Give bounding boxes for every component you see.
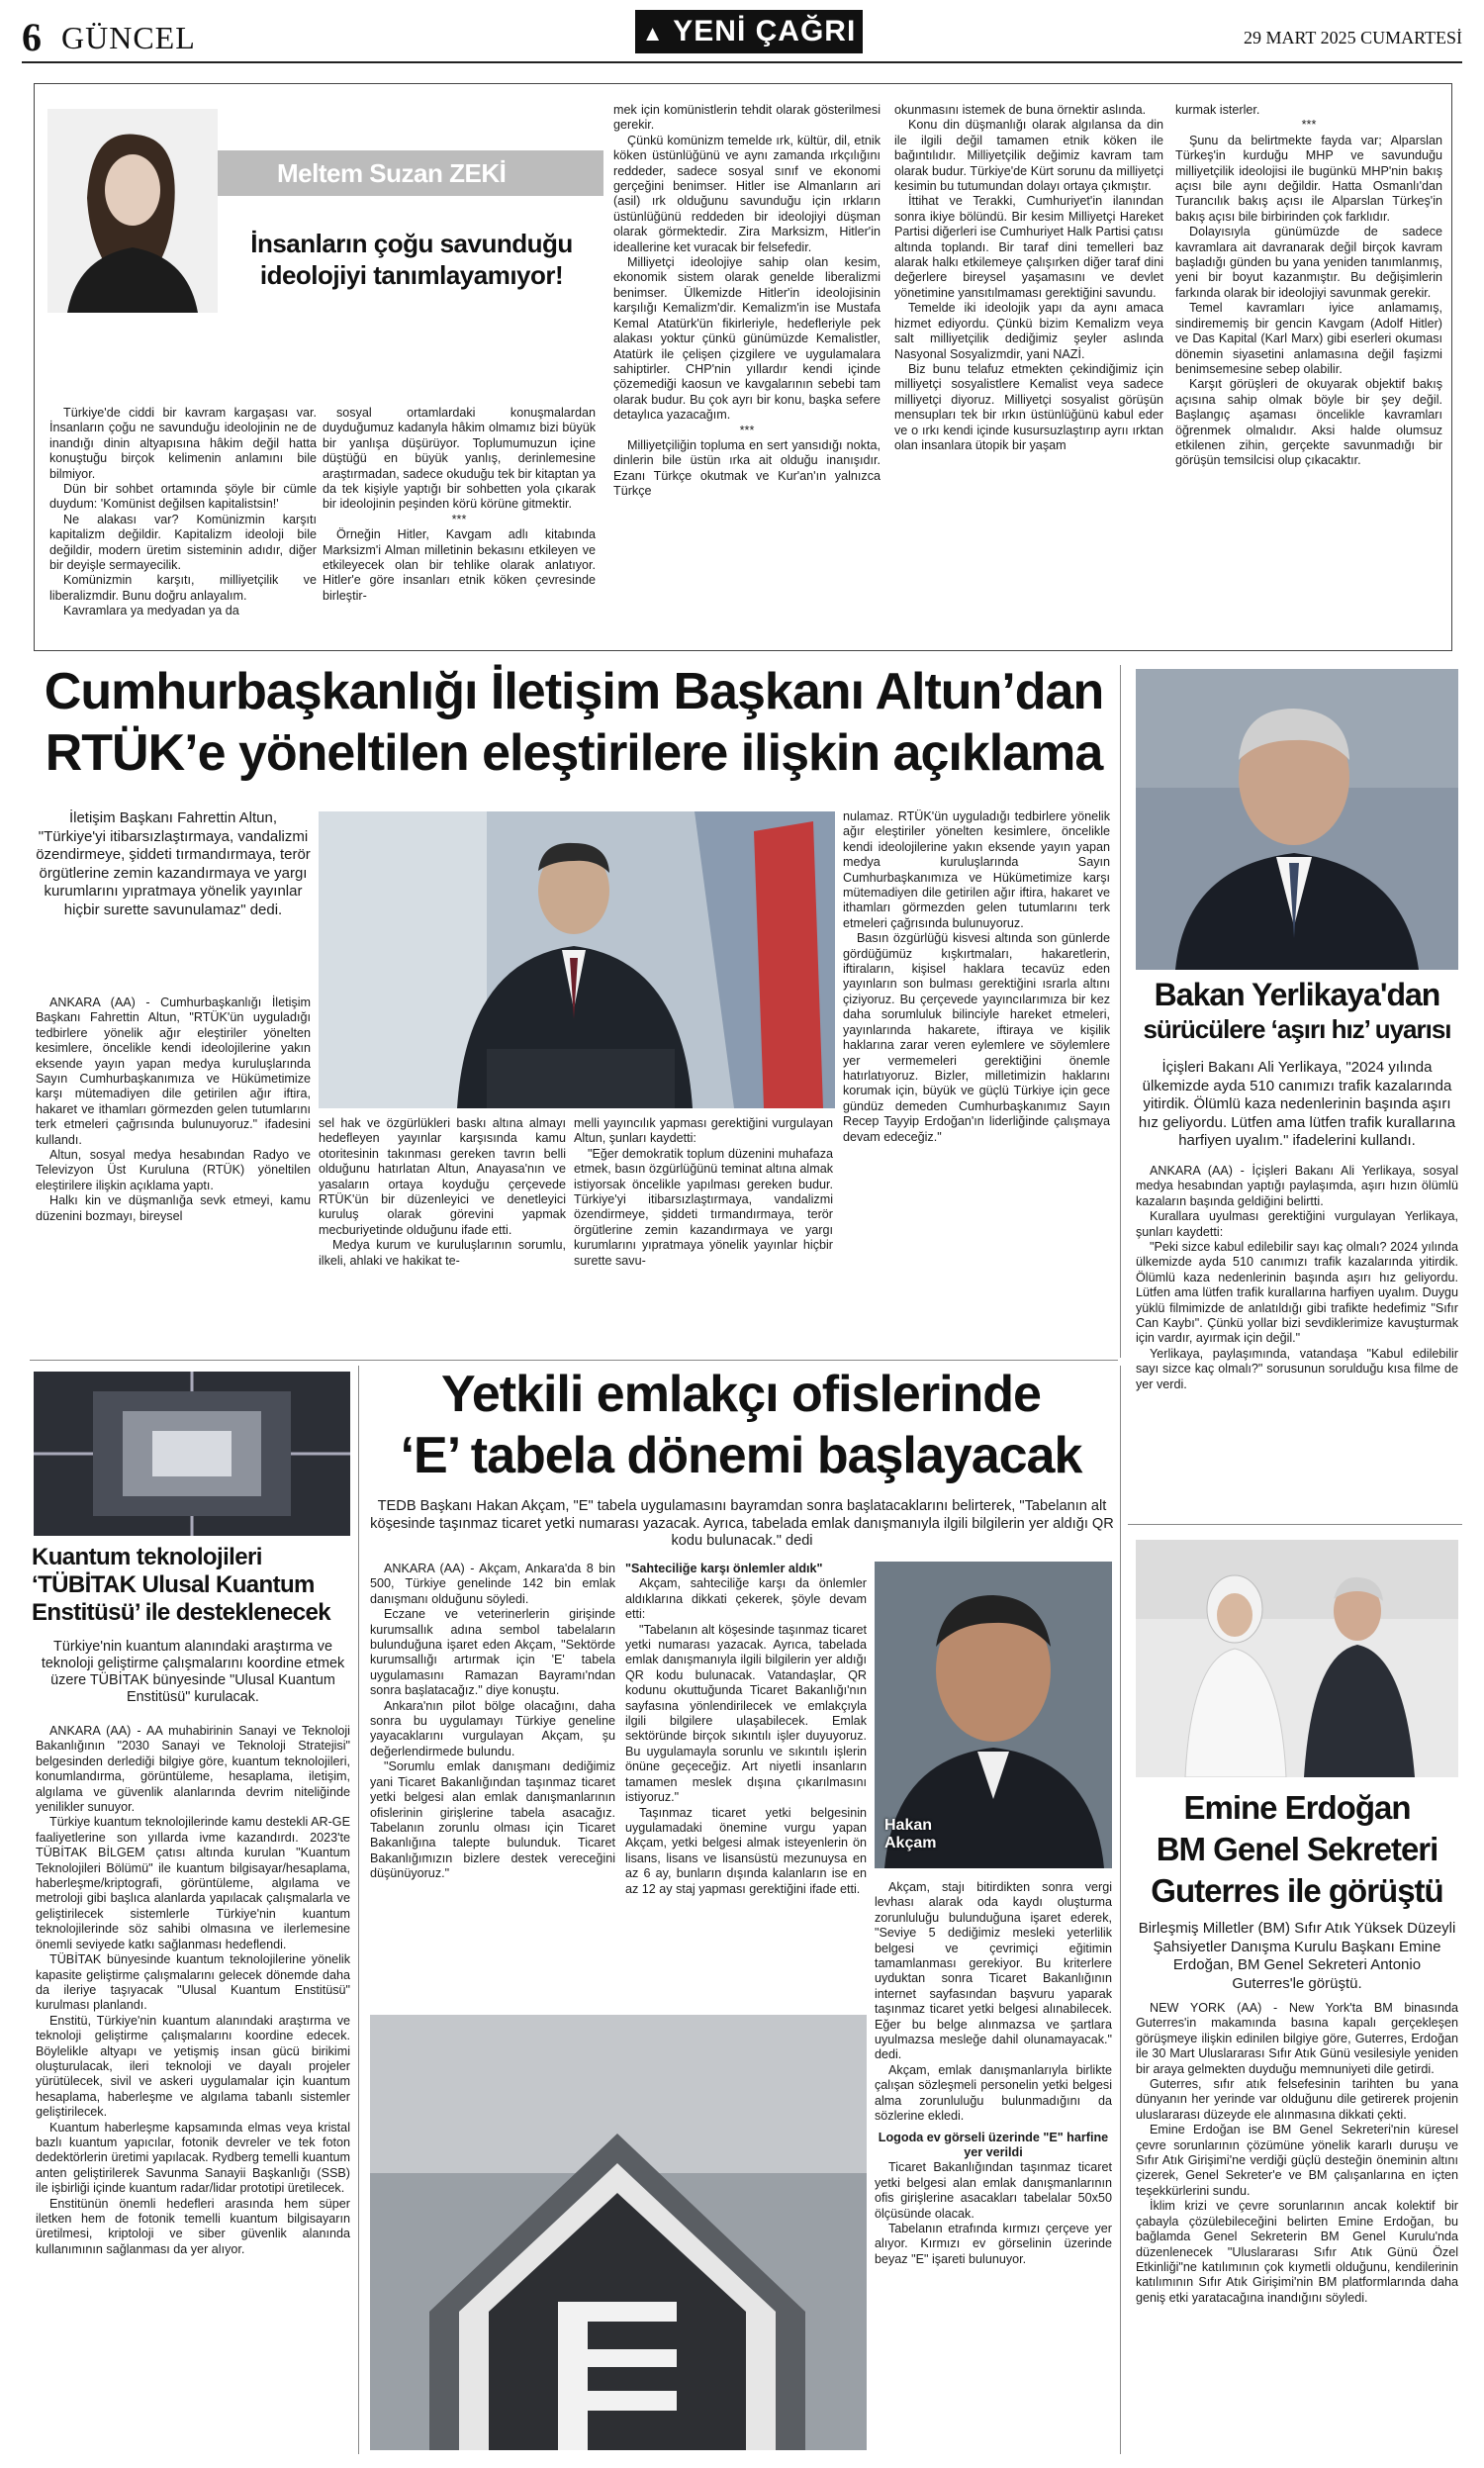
- erdogan-guterres-photo: [1136, 1540, 1458, 1777]
- emlak-col2: "Sahteciliğe karşı önlemler aldık" Akçam, sahteciliğe karşı da önlemler aldıklarına dikkati çekerek, şöyle devam etti: "Tabelanın alt köşesinde taşınmaz ticaret yetki numarası yazacak. Ayrıca, tabelada emlak danışmanıyla ilgili bilgilerin yer aldığı QR kodu bulunacak. Vatandaşlar, QR kodunu okuttuğunda Ticaret Bakanlığı'nın sayfasına yönlendirilecek ve emlakçıyla ilgili bilgilere ulaşabilecek. Emlak sektöründe birçok sıkıntılı işler duyuyoruz. Bu uygulamayla sorunlu ve sıkıntılı işlerin önüne geçeceğiz. Art niyetli insanların tamamen meslek dışına çıkarılmasını istiyoruz." Taşınmaz ticaret yetki belgesinin uygulamadaki önemine vurgu yapan Akçam, yetki belgesi almak isteyenlerin ön lisans, lisans ve lisansüstü mezunuysa en az 6 ay, bunların dışında kalanların ise en az 12 ay staj yapması gerektiğini ifade etti.: [625, 1562, 867, 1896]
- column-rule-3: [1120, 1366, 1121, 2454]
- altun-headline-line1: Cumhurbaşkanlığı İletişim Başkanı Altun’dan: [44, 663, 1104, 720]
- emlak-headline: [368, 1364, 1114, 1486]
- emlak-headline-line1: Yetkili emlakçı ofislerinde: [441, 1366, 1041, 1423]
- erdogan-headline: [1134, 1787, 1460, 1912]
- page-number: 6: [22, 15, 42, 59]
- column-title: İnsanların çoğu savunduğu ideolojiyi tanımlayamıyor!: [250, 229, 573, 290]
- tubitak-headline-line1: Kuantum teknolojileri: [32, 1544, 262, 1570]
- column-author: Meltem Suzan ZEKİ: [277, 158, 507, 188]
- section-rule: [30, 1360, 1118, 1361]
- altun-col1: ANKARA (AA) - Cumhurbaşkanlığı İletişim Başkanı Fahrettin Altun, "RTÜK'ün uyguladığı tedbirlere yönelik ağır eleştiriler yönelten kesimlere, öncelikle kendi ideolojilerine yakın eksende yayın yapan medya kuruluşlarında Sayın Cumhurbaşkanımıza ve Hükümetimize karşı mütemadiyen dile getirilen ağır iftira, hakaret ve ithamları görmezden gelen tutumlarını terk etmeleri çağrısında bulunuyoruz." ifadesini kullandı. Altun, sosyal medya hesabından Radyo ve Televizyon Üst Kuruluna (RTÜK) yöneltilen eleştirilere ilişkin açıklama yaptı. Halkı kin ve düşmanlığa sevk etmeyi, kamu düzenini bozmayı, bireysel: [36, 996, 311, 1223]
- page-header: [22, 4, 1462, 63]
- author-photo: [47, 109, 218, 313]
- tubitak-headline: [32, 1544, 354, 1627]
- altun-col4: nulamaz. RTÜK'ün uyguladığı tedbirlere yönelik ağır eleştiriler yönelten kesimlere, öncelikle kendi ideolojilerine yakın eksende yayın yapan medya kuruluşlarında Sayın Cumhurbaşkanımıza ve Hükümetimize karşı mütemadiyen dile getirilen ağır iftira, hakaret ve ithamları görmezden gelen tutumlarını terk etmeleri çağrısında bulunuyoruz. Basın özgürlüğü kisvesi altında son günlerde gördüğümüz kışkırtmaları, hakaretlerin, iftiraların, kişisel haklara tecavüz eden yayınların son bulması gerektiğini ısrarla altını çiziyoruz. Bu çerçevede yayıncılarımıza bir kez daha sorumluluk bilinciyle hareket etmeleri, yayınlarında hakarete, iftiraya ve kişilik haklarına zarar veren eylemlere ve söylemlere yer vermemeleri gerektiğini önemle hatırlatıyoruz. Bizler, milletimizin haklarını korumak için, büyük ve güçlü Türkiye için gece gündüz demeden Cumhurbaşkanımız Sayın Recep Tayyip Erdoğan'ın liderliğinde çalışmaya devam edeceğiz.": [843, 809, 1110, 1144]
- emlak-col3: Akçam, stajı bitirdikten sonra vergi levhası alarak oda kaydı oluşturma zorunluluğu bulunduğuna işaret ederek, "Seviye 5 dediğimiz mesleki yeterlilik belgesi ve çevrimiçi eğitimin tamamlanması gerekiyor. Bu kriterlere uyduktan sonra Ticaret Bakanlığının internet sayfasından başvuru yaparak taşınmaz ticaret yetki belgesi alınabilecek. Eğer bu belge alınmazsa ve şartlara uyulmazsa mesleğe dahil olunamayacak." dedi. Akçam, emlak danışmanlarıyla birlikte çalışan sözleşmeli personelin yetki belgesi alma zorunluluğu bulunmadığını da sözlerine ekledi. Logoda ev görseli üzerinde "E" harfine yer verildi Ticaret Bakanlığından taşınmaz ticaret yetki belgesi alan emlak danışmanlarının ofis girişlerine asacakları tabelalar 50x50 ölçüsünde olacak. Tabelanın etrafında kırmızı çerçeve yer alıyor. Kırmızı ev görselinin üzerinde beyaz "E" işareti bulunuyor.: [875, 1880, 1112, 2266]
- column-rule: [1120, 665, 1121, 1358]
- e-sign-photo: [370, 2015, 867, 2450]
- column-author-banner: [218, 150, 603, 196]
- erdogan-body: NEW YORK (AA) - New York'ta BM binasında Guterres'in makamında basına kapalı gerçekleşen görüşmeye ilişkin edinilen bilgiye göre, Guterres, Erdoğan ile 30 Mart Uluslararası Sıfır Atık Günü vesilesiyle yeniden bir araya gelmekten duyduğu memnuniyeti dile getirdi. Guterres, sıfır atık felsefesinin tarihten bu yana dünyanın her yerinde var olduğunu dile getirerek projenin uluslararası düzeyde ele alınmasına dikkati çekti. Emine Erdoğan ise BM Genel Sekreteri'nin küresel çevre sorunlarının çözümüne yönelik kararlı duruşu ve Sıfır Atık Girişimi'ne verdiği güçlü desteğin öneminin altını çizerek, Genel Sekreter'e ve BM çalışanlarına en içten teşekkürlerini sundu. İklim krizi ve çevre sorunlarının ancak kolektif bir çabayla çözülebileceğini belirten Emine Erdoğan, bu bağlamda Genel Sekreterin BM Genel Kurulu'nda düzenlenecek "Uluslararası Sıfır Atık Günü Özel Etkinliği"ne katılımının çok kıymetli olduğunu, kendilerinin katılımının Sıfır Atık Girişimi'nin BM platformlarında daha geniş etki yaratacağına inandığını söyledi.: [1136, 2001, 1458, 2305]
- erdogan-headline-line1: Emine Erdoğan: [1183, 1789, 1411, 1826]
- emlak-col1: ANKARA (AA) - Akçam, Ankara'da 8 bin 500, Türkiye genelinde 142 bin emlak danışmanı olduğunu söyledi. Eczane ve veterinerlerin girişinde kurumsallık adına sembol tabelaların bulunduğuna işaret eden Akçam, "Sektörde kurumsallığı artırmak için 'E' tabela uygulamasını Ramazan Bayramı'ndan sonra başlatacağız." diye konuştu. Ankara'nın pilot bölge olacağını, daha sonra bu uygulamayı Türkiye geneline yayacaklarını vurgulayan Akçam, şu değerlendirmede bulundu. "Sorumlu emlak danışmanı dediğimiz yani Ticaret Bakanlığından taşınmaz ticaret yetki belgesi alan emlak danışmanlarının ofislerinin girişlerine tabela asacağız. Tabelanın zorunlu olması için Ticaret Bakanlığına talepte bulunduk. Ticaret Bakanlığımızın bizlere destek vereceğini düşünüyoruz.": [370, 1562, 615, 1881]
- yerlikaya-headline: [1134, 976, 1460, 1045]
- emlak-headline-line2: ‘E’ tabela dönemi başlayacak: [400, 1427, 1082, 1484]
- erdogan-lead: Birleşmiş Milletler (BM) Sıfır Atık Yüksek Düzeyli Şahsiyetler Danışma Kurulu Başkanı Emine Erdoğan, BM Genel Sekreteri Antonio Guterres'le görüştü.: [1138, 1920, 1456, 1992]
- tubitak-headline-line2: ‘TÜBİTAK Ulusal Kuantum: [32, 1571, 315, 1598]
- logo-text: YENİ ÇAĞRI: [673, 15, 857, 47]
- column-col5: kurmak isterler. *** Şunu da belirtmekte fayda var; Alparslan Türkeş'in kurduğu MHP ve savunduğu milliyetçilik ideolojisi ile bugünkü MHP'nin bakış açısı bile aynı değildir. Hatta Osmanlı'dan Turancılık bakış açısı ile Alparslan Türkeş'in bakış açısı bile birbirinden çok farklıdır. Dolayısıyla günümüzde de sadece kavramlara ait davranarak değil birçok kavram başladığı günden bu yana yeniden tanımlanmış, yeni bir boyut kazanmıştır. Bu değişimlerin farkında olarak bir ideolojiyi savunmak gerekir. Temel kavramları iyice anlamamış, sindirememiş bir gencin Kavgam (Adolf Hitler) ve Das Kapital (Karl Marx) gibi eserleri okuması dönemin siyasetini anlamasına değil faşizmi benimsemesine sebep olabilir. Karşıt görüşleri de okuyarak objektif bakış açısına sahip olmak böyle bir şey değil. Başlangıç aşaması öncelikle kavramları öğrenmek olmalıdır. Aksi halde olumsuz etkilenen zihin, gerçekte savunmadığı bir görüşün temsilcisi olup çıkacaktır.: [1175, 103, 1442, 468]
- torch-icon: ▲: [641, 21, 665, 46]
- yerlikaya-headline-line2: sürücülere ‘aşırı hız’ uyarısı: [1143, 1014, 1451, 1044]
- column-col1: Türkiye'de ciddi bir kavram kargaşası var. İnsanların çoğu ne savunduğu ideolojinin ne de inandığı dinin altyapısına hâkim değil hatta konuştuğu birçok kelimenin anlamını bile bilmiyor. Dün bir sohbet ortamında şöyle bir cümle duydum: 'Komünist değilsen kapitalistsin!' Ne alakası var? Komünizmin karşıtı kapitalizm değildir. Kapitalizm ideoloji bile değildir, modern üretim sisteminin adıdır, diğer bir deyişle sermayecilik. Komünizmin karşıtı, milliyetçilik ve liberalizmdir. Bunu doğru anlayalım. Kavramlara ya medyadan ya da: [49, 406, 317, 618]
- akcam-caption: Hakan Akçam: [884, 1817, 937, 1851]
- altun-col2: sel hak ve özgürlükleri baskı altına almayı hedefleyen yayınlar karşısında kamu otoritesinin takınması gereken tavrın belli olduğunu hatırlatan Altun, Anayasa'nın ve yasaların ortaya koyduğu çerçevede RTÜK'ün bir düzenleyici ve denetleyici kuruluş olarak görevini yapmak mecburiyetinde olduğunu ifade etti. Medya kurum ve kuruluşlarının sorumlu, ilkeli, ahlaki ve hakikat te-: [319, 1116, 566, 1268]
- column-col4: okunmasını istemek de buna örnektir aslında. Konu din düşmanlığı olarak algılansa da din ile ilgili değil tamamen etnik köken ile bağıntılıdır. Milliyetçilik değimiz kavram tam olarak budur. Türkiye'de Kürt sorunu da milliyetçi kesimin bu tutumundan dolayı ortaya çıkmıştır. İttihat ve Terakki, Cumhuriyet'in ilanından sonra ikiye bölündü. Bir kesim Milliyetçi Hareket Partisi diğerleri ise Cumhuriyet Halk Partisi çatısı altında toplandı. Bir taraf dini temelleri baz alarak halkı etkilemeye çalışırken diğer taraf dini değerlere bireysel yaşamasını ve devlet yönetimine yansıtılmaması gerektiğini savundu. Temelde iki ideolojik yapı da aynı amaca hizmet ediyordu. Çünkü bizim Kemalizm veya salt milliyetçilik dediğimiz şeyler aslında Nasyonal Sosyalizmdir, yani NAZİ. Biz bunu telafuz etmekten çekindiğimiz için milliyetçi sosyalistlere Kemalist veya sadece milliyetçi diyoruz. Milliyetçi sosyalist görüşün mensupları tek bir ırkın üstünlüğünü kabul eder ve o ırkı kendi içinde kusursuzlaştırıp ayrıı ırktan olan insanlara ütopik bir yaşam: [894, 103, 1163, 452]
- altun-col3: melli yayıncılık yapması gerektiğini vurgulayan Altun, şunları kaydetti: "Eğer demokratik toplum düzenini muhafaza etmek, basın özgürlüğünü teminat altına almak istiyorsak öncelikle yapılması gereken budur. Türkiye'yi itibarsızlaştırmaya, vandalizmi özendirmeye, şiddeti tırmandırmaya, terör örgütlerine zemin kazandırmaya ve yargı kurumlarını yıpratmaya yönelik yayınlar hiçbir surette savu-: [574, 1116, 833, 1268]
- section-name: GÜNCEL: [61, 20, 196, 55]
- section-rule-right: [1128, 1524, 1462, 1525]
- akcam-photo: [875, 1562, 1112, 1868]
- yerlikaya-body: ANKARA (AA) - İçişleri Bakanı Ali Yerlikaya, sosyal medya hesabından yaptığı paylaşımda, aşırı hızın ölümlü kazaların başında geldiğini belirtti. Kurallara uyulması gerektiğini vurgulayan Yerlikaya, şunları kaydetti: "Peki sizce kabul edilebilir sayı kaç olmalı? 2024 yılında ülkemizde ayda 510 canımızı trafik kazalarında yitirdik. Ölümlü kaza nedenlerinin başında aşırı hız geliyordu. Lütfen ama lütfen trafik kurallarına harfiyen uyalım. Duygu yüklü filmimizde de anlatıldığı gibi trafikte hedefimiz "Sıfır Can Kaybı". Çünkü yollar bizi sevdiklerimize kavuşturmak için vardır, ayırmak için değil." Yerlikaya, paylaşımında, vatandaşa "Kabul edilebilir sayı sizce kaç olmalı?" sorusunun sorulduğu kısa filme de yer verdi.: [1136, 1164, 1458, 1391]
- tubitak-headline-line3: Enstitüsü’ ile desteklenecek: [32, 1599, 331, 1626]
- column-col3: mek için komünistlerin tehdit olarak gösterilmesi gerekir. Çünkü komünizm temelde ırk, kültür, dil, etnik köken üstünlüğünü ve aynı zamanda ırkçılığını reddeder, sadece sosyal sınıf ve ekonomi gerçeğini benimser. Hitler ise Almanların ari (asil) ırk olduğunu savunduğu için ırkların üstünlüğünü reddeden bir ideolojiyi düşman olarak görmektedir. Zira Marksizm, Hitler'in ideallerine ket vuracak bir felsefedir. Milliyetçi ideolojiye sahip olan kesim, ekonomik sistem olarak genelde liberalizmi benimser. Ülkemizde Hitler'in ideolojisinin karşılığı Kemalizm'dir. Kemalizm'in ise Mustafa Kemal Atatürk'ün fikirleriyle, hedefleriyle pek alakası yoktur çünkü günümüzde Kemalistler, Atatürk ile çelişen çizgilere ve uygulamalara sahiptirler. CHP'nin yıllardır kendi içinde çözemediği kaosun ve kavgalarının sebebi tam olarak budur. Bu çok ayrı bir konu, başka sefere detaylıca yazacağım. *** Milliyetçiliğin topluma en sert yansıdığı nokta, dinlerin bile üstün ırka ait olduğu inanışıdır. Ezanı Türkçe okutmak ve Kur'an'ın yalnızca Türkçe: [613, 103, 881, 499]
- emlak-lead: TEDB Başkanı Hakan Akçam, "E" tabela uygulamasını bayramdan sonra başlatacaklarını belirterek, "Tabelanın alt köşesinde taşınmaz ticaret yetki numarası yazacak. Ayrıca, tabelada emlak danışmanıyla ilgili bilgilerin yer aldığı QR kodu bulunacak." dedi: [370, 1498, 1114, 1549]
- altun-lead: İletişim Başkanı Fahrettin Altun, "Türkiye'yi itibarsızlaştırmaya, vandalizmi özendirmeye, şiddeti tırmandırmaya, terör örgütlerine zemin kazandırmaya ve yargı kurumlarını yıpratmaya yönelik yayınlar hiçbir surette savunulamaz" dedi.: [36, 809, 311, 918]
- column-rule-2: [358, 1366, 359, 2454]
- altun-headline-line2: RTÜK’e yöneltilen eleştirilere ilişkin açıklama: [45, 724, 1103, 782]
- altun-headline: [30, 661, 1118, 784]
- quantum-photo: [34, 1372, 350, 1536]
- yerlikaya-lead: İçişleri Bakanı Ali Yerlikaya, "2024 yılında ülkemizde ayda 510 canımızı trafik kazalarında yitirdik. Ölümlü kaza nedenlerinin başında aşırı hız geliyordu. Lütfen ama lütfen trafik kurallarına harfiyen uyalım." ifadelerini kullandı.: [1138, 1059, 1456, 1149]
- yerlikaya-headline-line1: Bakan Yerlikaya'dan: [1154, 977, 1440, 1012]
- emlak-subhead-1: "Sahteciliğe karşı önlemler aldık": [625, 1562, 823, 1575]
- tubitak-lead: Türkiye'nin kuantum alanındaki araştırma ve teknoloji geliştirme çalışmalarını koordine etmek üzere TÜBİTAK bünyesinde "Ulusal Kuantum Enstitüsü" kurulacak.: [41, 1639, 345, 1705]
- erdogan-headline-line2: BM Genel Sekreteri: [1156, 1831, 1438, 1867]
- newspaper-logo: [635, 10, 863, 53]
- erdogan-headline-line3: Guterres ile görüştü: [1151, 1872, 1443, 1909]
- tubitak-body: ANKARA (AA) - AA muhabirinin Sanayi ve Teknoloji Bakanlığının "2030 Sanayi ve Teknoloji Stratejisi" belgesinden derlediği bilgiye göre, kuantum teknolojileri, konumlandırma, görüntüleme, hesaplama, iletişim, algılama ve güvenlik alanlarında devrim niteliğinde yenilikler sunuyor. Türkiye kuantum teknolojilerinde kamu destekli AR-GE faaliyetlerine son yıllarda ivme kazandırdı. 2023'te TÜBİTAK BİLGEM çatısı altında kurulan "Kuantum Teknolojileri Bölümü" ile kuantum bilgisayar/hesaplama, haberleşme/kriptografi, görüntüleme, algılama ve metroloji gibi başlıca alanlarda yapılacak çalışmalarla ve geliştirilecek sistemlerle Türkiye'nin kuantum teknolojilerinde söz sahibi olmasına ve ilerlemesine önemli seviyede katkı sağlanması hedeflendi. TÜBİTAK bünyesinde kuantum teknolojilerine yönelik kapasite geliştirme çalışmalarını gelecek dönemde daha da ileriye taşıyacak "Ulusal Kuantum Enstitüsü" kurulması planlandı. Enstitü, Türkiye'nin kuantum alanındaki araştırma ve teknoloji geliştirme çalışmalarını koordine edecek. Böylelikle altyapı ve yetişmiş insan gücü birikimi oluşturulacak, ileri teknoloji ve dayalı projeler yürütülecek, sivil ve askeri uygulamalar için kuantum hesaplama, haberleşme ve algılama tabanlı sistemler geliştirilecek. Kuantum haberleşme kapsamında elmas veya kristal bazlı kuantum yapıcılar, fotonik devreler ve tek foton dedektörlerin üretimi yapılacak. Rydberg temelli kuantum anten geliştirilerek Savunma Sanayii Başkanlığı (SSB) ile işbirliği içinde kuantum radar/lidar prototipi üretilecek. Enstitünün önemli hedefleri arasında hem süper iletken hem de fotonik temelli kuantum bilgisayarın üretilmesi, kriptoloji ve siber güvenlik alanında kullanımının sağlanması da yer alıyor.: [36, 1724, 350, 2256]
- issue-date: 29 MART 2025 CUMARTESİ: [1243, 28, 1462, 47]
- emlak-subhead-2: Logoda ev görseli üzerinde "E" harfine yer verildi: [878, 2130, 1109, 2159]
- yerlikaya-photo: [1136, 669, 1458, 970]
- altun-photo: [319, 811, 835, 1108]
- column-col2: sosyal ortamlardaki konuşmalardan duyduğumuz kadanyla hâkim olmamız bizi büyük bir yanlışa düşürüyor. Toplumumuzun içine düştüğü en büyük yanlış, derinlemesine araştırmadan, sadece okuduğu tek bir kitaptan ya da tek kişiyle yaptığı bir sohbetten yola çıkarak bir ideolojinin peşinden körü körüne gitmektir. *** Örneğin Hitler, Kavgam adlı kitabında Marksizm'i Alman milletinin bekasını etkileyen ve etkileyecek olan bir tehlike olarak anlatıyor. Hitler'e göre insanları etnik köken çevresinde birleştir-: [323, 406, 596, 603]
